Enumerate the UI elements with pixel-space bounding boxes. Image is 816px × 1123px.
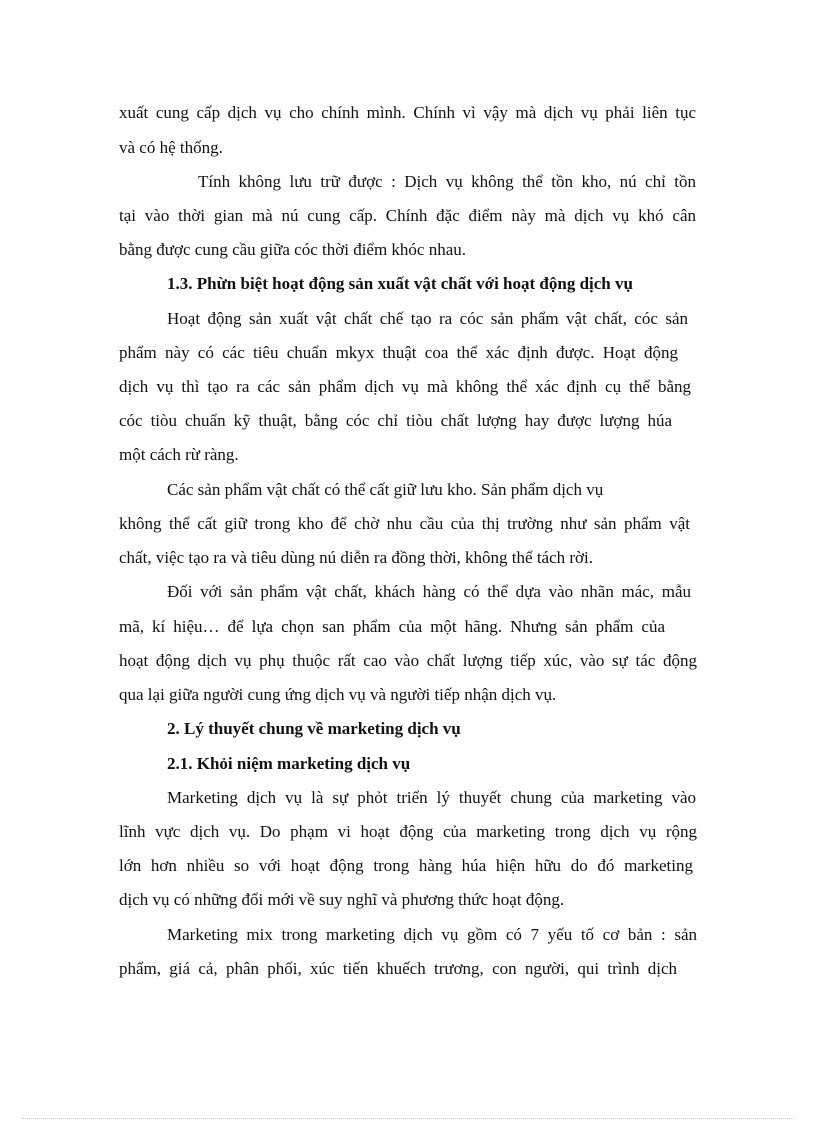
- paragraph-line: tại vào thời gian mà nú cung cấp. Chính đặc điểm này mà dịch vụ khó cân: [119, 206, 696, 225]
- paragraph-line: cóc tiòu chuẩn kỹ thuật, bằng cóc chỉ tiòu chất lượng hay được lượng húa: [119, 411, 672, 430]
- paragraph-line: không thể cất giữ trong kho để chờ nhu cầu của thị trường như sản phẩm vật: [119, 514, 690, 533]
- paragraph-line: lớn hơn nhiều so với hoạt động trong hàng húa hiện hữu do đó marketing: [119, 856, 693, 875]
- paragraph-line: một cách rừ ràng.: [119, 445, 239, 464]
- paragraph-line: hoạt động dịch vụ phụ thuộc rất cao vào chất lượng tiếp xúc, vào sự tác động: [119, 651, 697, 670]
- section-heading: 1.3. Phừn biệt hoạt động sản xuất vật chất với hoạt động dịch vụ: [167, 274, 633, 293]
- paragraph-line: dịch vụ có những đổi mới về suy nghĩ và phương thức hoạt động.: [119, 890, 565, 909]
- paragraph-line: lĩnh vực dịch vụ. Do phạm vi hoạt động của marketing trong dịch vụ rộng: [119, 822, 697, 841]
- paragraph-line: bằng được cung cầu giữa cóc thời điểm khóc nhau.: [119, 240, 467, 259]
- paragraph-line: phẩm, giá cả, phân phối, xúc tiến khuếch trương, con người, qui trình dịch: [119, 959, 677, 978]
- paragraph-line: Marketing mix trong marketing dịch vụ gồm có 7 yếu tố cơ bản : sản: [167, 925, 697, 944]
- paragraph-line: chất, việc tạo ra và tiêu dùng nú diễn ra đồng thời, không thể tách rời.: [119, 548, 594, 567]
- paragraph-line: phẩm này có các tiêu chuẩn mkyx thuật coa thể xác định được. Hoạt động: [119, 343, 678, 362]
- paragraph-line: qua lại giữa người cung ứng dịch vụ và người tiếp nhận dịch vụ.: [119, 685, 557, 704]
- paragraph-line: mã, kí hiệu… để lựa chọn san phẩm của một hãng. Nhưng sản phẩm của: [119, 617, 665, 636]
- paragraph-line: dịch vụ thì tạo ra các sản phẩm dịch vụ mà không thể xác định cụ thể bằng: [119, 377, 691, 396]
- paragraph-line: Hoạt động sản xuất vật chất chế tạo ra cóc sản phẩm vật chất, cóc sản: [167, 309, 688, 328]
- paragraph-line: và có hệ thống.: [119, 138, 223, 157]
- paragraph-line: Đối với sản phẩm vật chất, khách hàng có thể dựa vào nhãn mác, mẫu: [167, 582, 691, 601]
- paragraph-line: Các sản phẩm vật chất có thể cất giữ lưu kho. Sản phẩm dịch vụ: [167, 480, 604, 499]
- paragraph-line: Tính không lưu trữ được : Dịch vụ không thể tồn kho, nú chỉ tồn: [198, 172, 696, 191]
- page-bottom-divider: [22, 1118, 794, 1119]
- subsection-heading: 2.1. Khỏi niệm marketing dịch vụ: [167, 754, 411, 773]
- section-heading: 2. Lý thuyết chung về marketing dịch vụ: [167, 719, 461, 738]
- paragraph-line: Marketing dịch vụ là sự phỏt triển lý thuyết chung của marketing vào: [167, 788, 696, 807]
- paragraph-line: xuất cung cấp dịch vụ cho chính mình. Chính vì vậy mà dịch vụ phải liên tục: [119, 103, 696, 122]
